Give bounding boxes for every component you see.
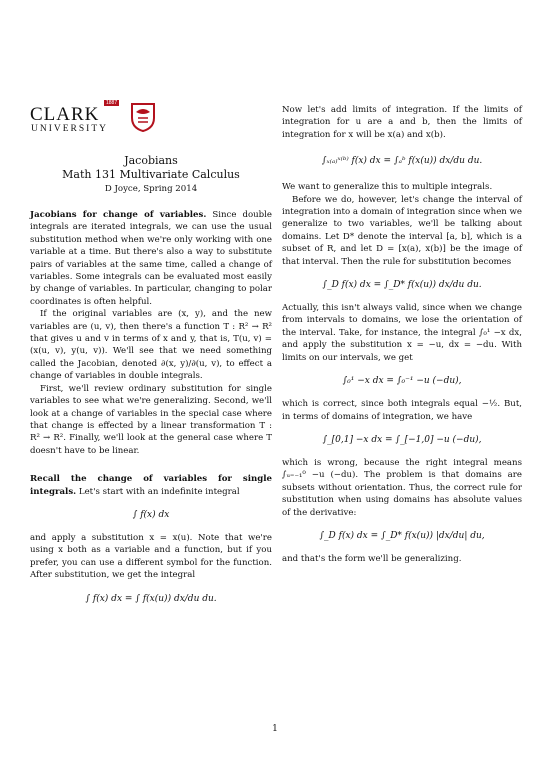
doc-title: Jacobians — [124, 154, 178, 167]
right-paragraph-7: and that's the form we'll be generalizing. — [282, 553, 462, 564]
equation-domain-example: ∫_[0,1] −x dx = ∫_[−1,0] −u (−du), — [322, 434, 482, 445]
section-1-paragraph-2: If the original variables are (x, y), and the new variables are (u, v), then there's a function T : R² → R² that gives u and v in terms of x and y, that is, T(u, v) = (x(u, v), y(u, v)). We'll see that we need something called the Jacobian, denoted ∂(x, y)/∂(u, v), to effect a change of variables in double integrals. — [30, 309, 272, 382]
section-2-paragraph-1 — [30, 473, 272, 498]
section-1-paragraph-1 — [30, 209, 272, 308]
right-paragraph-2: We want to generalize this to multiple integrals. — [282, 182, 493, 193]
course-title: Math 131 Multivariate Calculus — [62, 168, 240, 181]
equation-absolute-derivative: ∫_D f(x) dx = ∫_D* f(x(u)) |dx/du| du, — [319, 530, 485, 541]
section-2-text-1: Let's start with an indefinite integral — [78, 486, 240, 497]
equation-indefinite-integral: ∫ f(x) dx — [132, 509, 170, 520]
equation-definite-substitution: ∫ₓ₍ₐ₎ˣ⁽ᵇ⁾ f(x) dx = ∫ₐᵇ f(x(u)) dx/du du. — [321, 156, 483, 167]
section-1-text-1: Since double integrals are iterated integrals, we can use the usual substitution method when we're only working with one variable at a time. But there's also a way to substitute pairs of variables at the same time, called a change of variables. Some integrals can be evaluated most easily by change of variables. In particular, changing to polar coordinates is often helpful. — [30, 210, 272, 307]
section-1-paragraph-3: First, we'll review ordinary substitution for single variables to see what we're generalizing. Second, we'll look at a change of variables in the special case where that change is effected by a linear transformation T : R² → R². Finally, we'll look at the general case where T doesn't have to be linear. — [30, 383, 272, 456]
equation-substitution: ∫ f(x) dx = ∫ f(x(u)) dx/du du. — [85, 593, 217, 604]
left-column — [30, 100, 272, 616]
section-1-heading: Jacobians for change of variables. — [30, 210, 207, 220]
right-paragraph-1: Now let's add limits of integration. If the limits of integration for u are a and b, then the limits of integration for x will be x(a) and x(b). — [282, 105, 522, 140]
section-2-paragraph-2: and apply a substitution x = x(u). Note that we're using x both as a variable and a function, but if you prefer, you can use a different symbol for the function. After substitution, we get the integral — [30, 532, 272, 581]
author-line: D Joyce, Spring 2014 — [104, 184, 198, 194]
right-column — [282, 104, 522, 565]
right-paragraph-6: which is wrong, because the right integral means ∫ᵤ₌₋₁⁰ −u (−du). The problem is that domains are subsets without orientation. Thus, the correct rule for substitution when using domains has absolute values of the derivative: — [282, 457, 522, 518]
page-number: 1 — [272, 724, 278, 734]
logo-wordmark: CLARK — [30, 104, 100, 125]
logo-year-badge: 1887 — [106, 100, 118, 106]
right-paragraph-4: Actually, this isn't always valid, since when we change from intervals to domains, we lose the orientation of the interval. Take, for instance, the integral ∫₀¹ −x dx, and apply the substitution x = −u, dx = −du. With limits on our intervals, we get — [282, 303, 522, 363]
equation-orientation-example: ∫₀¹ −x dx = ∫₀⁻¹ −u (−du), — [342, 376, 462, 387]
right-paragraph-3: Before we do, however, let's change the interval of integration into a domain of integration since when we generalize to two variables, we'll be talking about domains. Let D* denote the interval [a, b], which is a subset of R, and let D = [x(a), x(b)] be the image of that interval. Then the rule for substitution becomes — [282, 194, 522, 267]
logo-subtitle: UNIVERSITY — [31, 124, 108, 134]
right-paragraph-5: which is correct, since both integrals equal −½. But, in terms of domains of integration, we have — [282, 399, 522, 422]
equation-domain-substitution: ∫_D f(x) dx = ∫_D* f(x(u)) dx/du du. — [322, 280, 482, 291]
section-2-heading: Recall the change of variables for single integrals. — [30, 474, 272, 497]
